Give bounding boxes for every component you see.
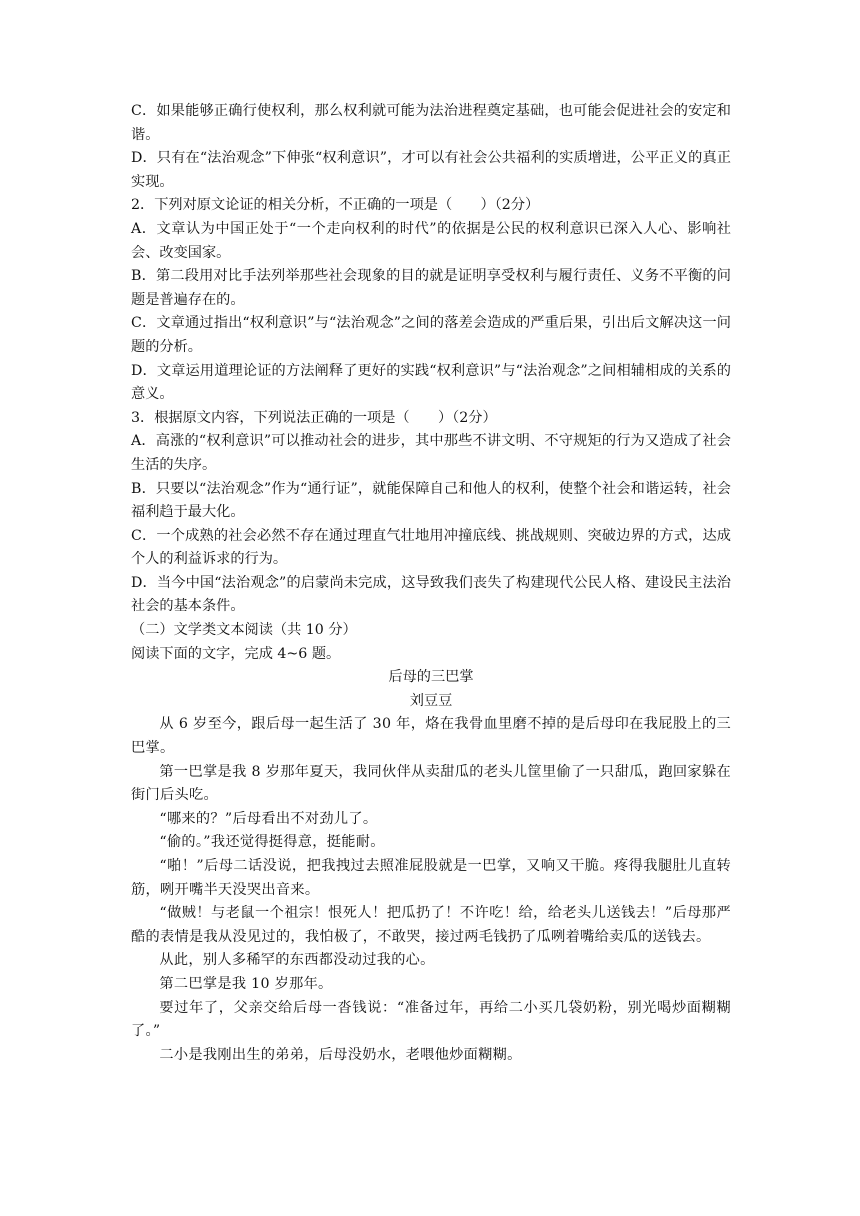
story-paragraph: “啪！”后母二话没说，把我拽过去照准屁股就是一巴掌，又响又干脆。疼得我腿肚儿直转筋，咧开嘴半天没哭出音来。 bbox=[131, 858, 731, 898]
story-author: 刘豆豆 bbox=[409, 692, 453, 709]
story-title: 后母的三巴掌 bbox=[388, 669, 474, 686]
option-2d: D．文章运用道理论证的方法阐释了更好的实践“权利意识”与“法治观念”之间相辅相成的关系的意义。 bbox=[131, 362, 731, 403]
option-1c: C．如果能够正确行使权利，那么权利就可能为法治进程奠定基础，也可能会促进社会的安定和谐。 bbox=[131, 103, 731, 143]
option-3d: D．当今中国“法治观念”的启蒙尚未完成，这导致我们丧失了构建现代公民人格、建设民主法治社会的基本条件。 bbox=[131, 574, 731, 615]
question-2: 2．下列对原文论证的相关分析，不正确的一项是（ ）（2分） bbox=[131, 197, 540, 214]
story-paragraph: 从 6 岁至今，跟后母一起生活了 30 年，烙在我骨血里磨不掉的是后母印在我屁股上的三巴掌。 bbox=[131, 716, 731, 757]
story-paragraph: 要过年了，父亲交给后母一沓钱说：“准备过年，再给二小买几袋奶粉，别光喝炒面糊糊了。” bbox=[131, 999, 731, 1040]
story-paragraph: 二小是我刚出生的弟弟，后母没奶水，老喂他炒面糊糊。 bbox=[159, 1046, 522, 1063]
option-3b: B．只要以“法治观念”作为“通行证”，就能保障自己和他人的权利，使整个社会和谐运转，社会福利趋于最大化。 bbox=[131, 480, 731, 521]
page-content bbox=[131, 100, 731, 1067]
story-paragraph: “偷的。”我还觉得挺得意，挺能耐。 bbox=[159, 834, 385, 851]
story-paragraph: 第二巴掌是我 10 岁那年。 bbox=[159, 975, 333, 992]
option-3c: C．一个成熟的社会必然不存在通过理直气壮地用冲撞底线、挑战规则、突破边界的方式，达成个人的利益诉求的行为。 bbox=[131, 527, 731, 568]
section-instruction: 阅读下面的文字，完成 4~6 题。 bbox=[131, 645, 341, 662]
story-paragraph: “哪来的？”后母看出不对劲儿了。 bbox=[159, 810, 378, 827]
option-2c: C．文章通过指出“权利意识”与“法治观念”之间的落差会造成的严重后果，引出后文解决这一问题的分析。 bbox=[131, 315, 731, 355]
option-3a: A．高涨的“权利意识”可以推动社会的进步，其中那些不讲文明、不守规矩的行为又造成了社会生活的失序。 bbox=[131, 433, 731, 473]
option-1d: D．只有在“法治观念”下伸张“权利意识”，才可以有社会公共福利的实质增进，公平正义的真正实现。 bbox=[131, 150, 731, 190]
question-3: 3．根据原文内容，下列说法正确的一项是（ ）（2分） bbox=[131, 409, 497, 426]
section-heading: （二）文学类文本阅读（共 10 分） bbox=[131, 622, 357, 639]
story-paragraph: 第一巴掌是我 8 岁那年夏天，我同伙伴从卖甜瓜的老头儿筐里偷了一只甜瓜，跑回家躲在街门后头吃。 bbox=[131, 763, 731, 804]
story-paragraph: 从此，别人多稀罕的东西都没动过我的心。 bbox=[159, 952, 435, 969]
story-paragraph: “做贼！与老鼠一个祖宗！恨死人！把瓜扔了！不许吃！给，给老头儿送钱去！”后母那严酷的表情是我从没见过的，我怕极了，不敢哭，接过两毛钱扔了瓜咧着嘴给卖瓜的送钱去。 bbox=[131, 905, 731, 945]
option-2b: B．第二段用对比手法列举那些社会现象的目的就是证明享受权利与履行责任、义务不平衡的问题是普遍存在的。 bbox=[131, 268, 731, 308]
option-2a: A．文章认为中国正处于“一个走向权利的时代”的依据是公民的权利意识已深入人心、影响社会、改变国家。 bbox=[131, 220, 731, 261]
